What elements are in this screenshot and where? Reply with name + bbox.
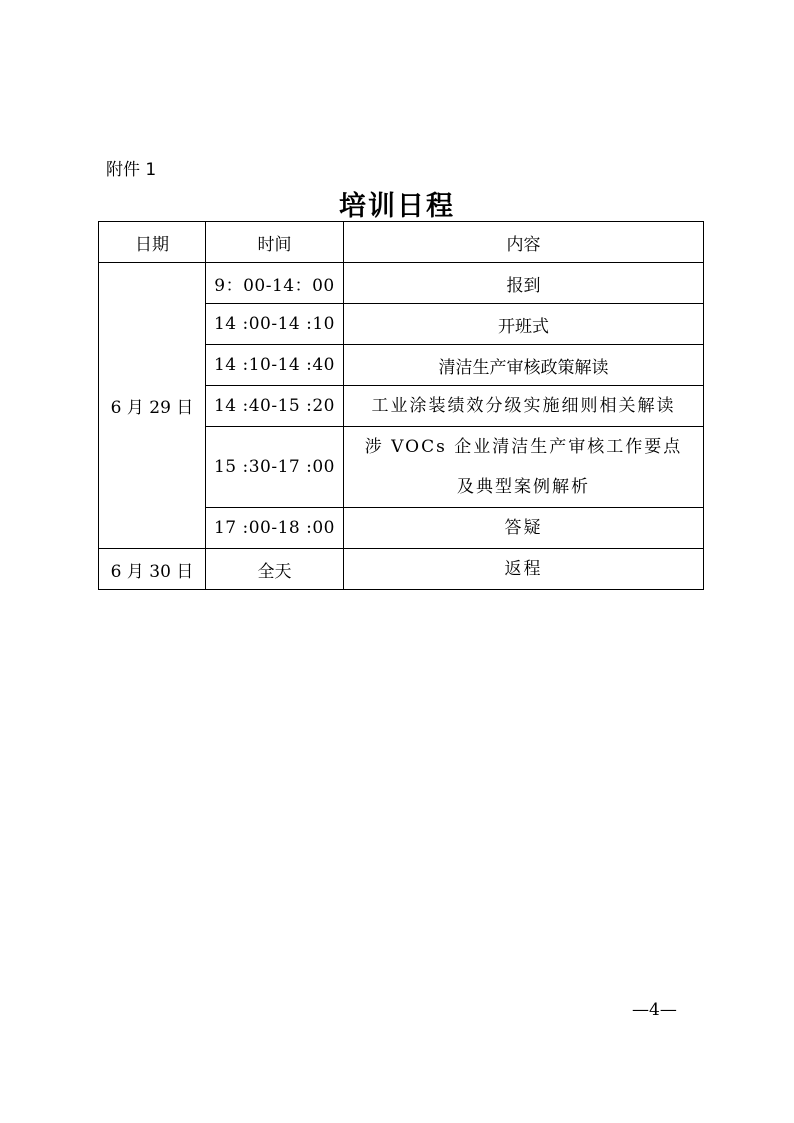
- page-number: —4—: [632, 1000, 677, 1020]
- content-cell: 答疑: [344, 508, 704, 549]
- table-header-row: [99, 222, 704, 263]
- time-cell: 14 :10-14 :40: [206, 345, 344, 386]
- date-cell-day1: 6 月 29 日: [99, 263, 206, 549]
- content-cell: 报到: [344, 263, 704, 304]
- content-cell: 工业涂装绩效分级实施细则相关解读: [344, 386, 704, 427]
- header-time: 时间: [206, 222, 344, 263]
- time-cell: 14 :40-15 :20: [206, 386, 344, 427]
- content-cell: 返程: [344, 549, 704, 590]
- time-cell: 9：00-14：00: [206, 263, 344, 304]
- time-cell: 17 :00-18 :00: [206, 508, 344, 549]
- time-cell: 15 :30-17 :00: [206, 427, 344, 508]
- header-content: 内容: [344, 222, 704, 263]
- time-cell: 全天: [206, 549, 344, 590]
- table-row: [99, 263, 704, 304]
- content-cell: 清洁生产审核政策解读: [344, 345, 704, 386]
- content-cell: [344, 427, 704, 508]
- page-title: 培训日程: [339, 191, 455, 222]
- header-date: 日期: [99, 222, 206, 263]
- table-row: [99, 549, 704, 590]
- schedule-table: [98, 221, 704, 590]
- content-line: 涉 VOCs 企业清洁生产审核工作要点: [364, 437, 683, 457]
- content-cell: 开班式: [344, 304, 704, 345]
- attachment-label: 附件 1: [106, 160, 157, 180]
- content-line: 及典型案例解析: [457, 477, 590, 497]
- time-cell: 14 :00-14 :10: [206, 304, 344, 345]
- date-cell-day2: 6 月 30 日: [99, 549, 206, 590]
